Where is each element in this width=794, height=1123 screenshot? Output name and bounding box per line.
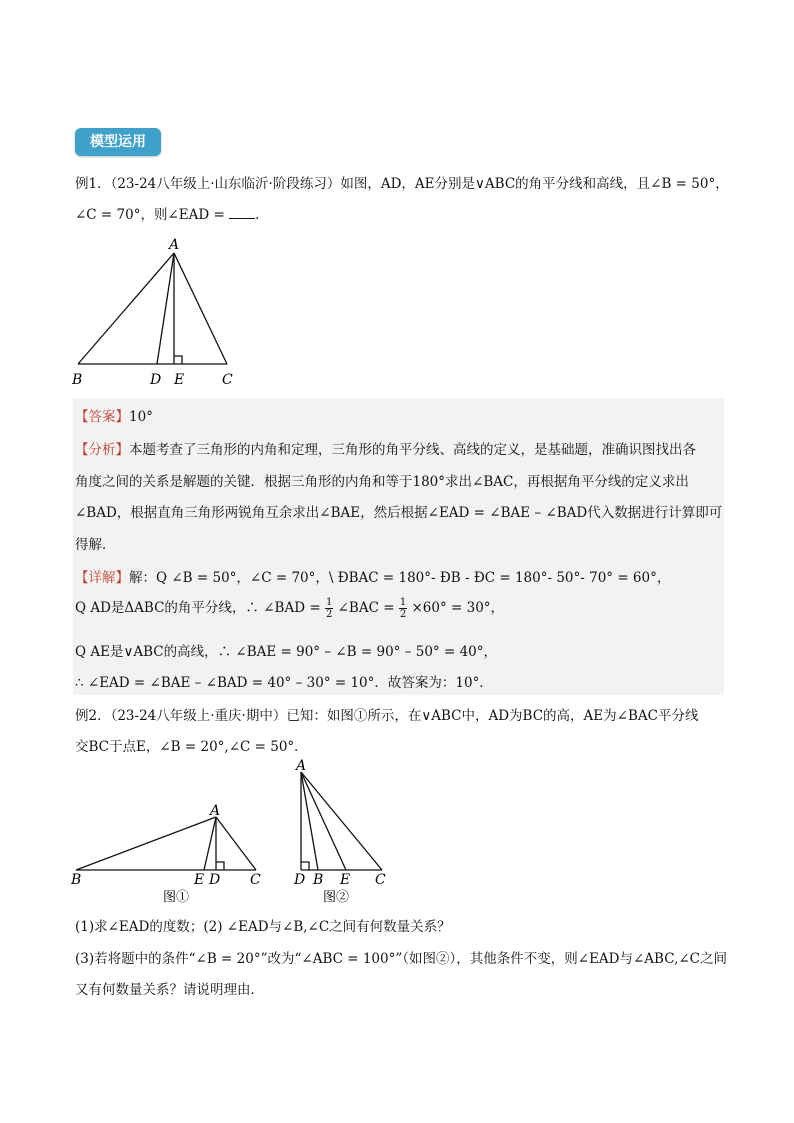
fig2-side-ab xyxy=(301,772,318,870)
label-a: A xyxy=(169,237,180,253)
analysis-line2: 角度之间的关系是解题的关键．根据三角形的内角和等于180°求出∠BAC，再根据角平分线的定义求出 xyxy=(75,474,689,490)
fig2-label-c: C xyxy=(375,872,386,888)
answer-tag: 【答案】 xyxy=(75,409,129,425)
fig1-side-ab xyxy=(76,817,216,870)
fig1-caption: 图① xyxy=(163,890,190,905)
fig2-label-a: A xyxy=(296,758,307,774)
fig1-label-c: C xyxy=(250,872,261,888)
fig1-label-b: B xyxy=(71,872,82,888)
detail-text-1: 解：Q ∠B = 50°，∠C = 70°，\ ÐBAC = 180°- ÐB - ÐC = 180°- 50°- 70° = 60°， xyxy=(129,570,671,586)
fig2-caption: 图② xyxy=(323,890,350,905)
fig2-label-b: B xyxy=(313,872,324,888)
fig1-right-angle-mark xyxy=(216,862,224,870)
fig2-bisector-ae xyxy=(301,772,346,870)
detail-text-2a: Q AD是ΔABC的角平分线，∴ ∠BAD = xyxy=(75,600,321,616)
figure-triangle-abc xyxy=(70,235,250,390)
example1-line2-text: ∠C = 70°，则∠EAD = xyxy=(75,207,225,223)
answer-line xyxy=(75,405,153,425)
fig2-side-ac xyxy=(301,772,382,870)
example1-line2 xyxy=(75,203,269,223)
example2-line2: 交BC于点E，∠B = 20°,∠C = 50°． xyxy=(75,739,308,755)
analysis-line3: ∠BAD，根据直角三角形两锐角互余求出∠BAE，然后根据∠EAD = ∠BAE – ∠BAD代入数据进行计算即可 xyxy=(75,505,723,521)
detail-text-2b: ∠BAC = xyxy=(337,600,395,616)
analysis-text-1: 本题考查了三角形的内角和定理，三角形的角平分线、高线的定义，是基础题，准确识图找出各 xyxy=(129,442,696,458)
side-ac xyxy=(174,253,227,364)
analysis-tag: 【分析】 xyxy=(75,442,129,458)
detail-line4: ∴ ∠EAD = ∠BAE – ∠BAD = 40° – 30° = 10°．故答案为：10°． xyxy=(75,675,493,691)
question-3-line1: (3)若将题中的条件“∠B = 20°”改为“∠ABC = 100°”（如图②），其他条件不变，则∠EAD与∠ABC,∠C之间 xyxy=(75,951,728,967)
fig1-label-a: A xyxy=(210,803,221,819)
fraction-half-1: $\frac{1}{2}$ xyxy=(325,597,333,620)
analysis-line4: 得解． xyxy=(75,537,116,553)
right-angle-mark xyxy=(174,356,182,364)
fig1-label-d: D xyxy=(209,872,221,888)
answer-blank xyxy=(229,206,255,219)
fig1-bisector-ae xyxy=(204,817,216,870)
section-badge: 模型运用 xyxy=(75,128,161,156)
detail-text-2c: ×60° = 30°， xyxy=(411,600,505,616)
fig2-right-angle-mark xyxy=(301,862,309,870)
label-e: E xyxy=(174,372,185,388)
example1-line1: 例1．（23-24八年级上·山东临沂·阶段练习）如图，AD，AE分别是∨ABC的角平分线和高线，且∠B = 50°， xyxy=(75,176,729,192)
figure-2-triangle xyxy=(290,755,400,908)
detail-tag: 【详解】 xyxy=(75,570,129,586)
detail-line2 xyxy=(75,596,504,620)
fig2-label-e: E xyxy=(340,872,351,888)
label-b: B xyxy=(72,372,83,388)
detail-line3: Q AE是∨ABC的高线，∴ ∠BAE = 90° – ∠B = 90° – 50° = 40°， xyxy=(75,644,498,660)
fig2-label-d: D xyxy=(294,872,306,888)
question-3-line2: 又有何数量关系？请说明理由． xyxy=(75,982,264,998)
fraction-half-2: $\frac{1}{2}$ xyxy=(399,597,407,620)
figure-1-triangle xyxy=(68,800,268,908)
analysis-line1 xyxy=(75,438,696,458)
answer-value: 10° xyxy=(129,409,153,425)
label-c: C xyxy=(222,372,233,388)
question-1-2: (1)求∠EAD的度数；(2) ∠EAD与∠B,∠C之间有何数量关系？ xyxy=(75,919,451,935)
example1-line2-end: ． xyxy=(255,207,269,223)
fig1-label-e: E xyxy=(194,872,205,888)
label-d: D xyxy=(150,372,162,388)
example2-line1: 例2．（23-24八年级上·重庆·期中）已知：如图①所示，在∨ABC中，AD为BC的高，AE为∠BAC平分线 xyxy=(75,708,699,724)
detail-line1 xyxy=(75,566,670,586)
